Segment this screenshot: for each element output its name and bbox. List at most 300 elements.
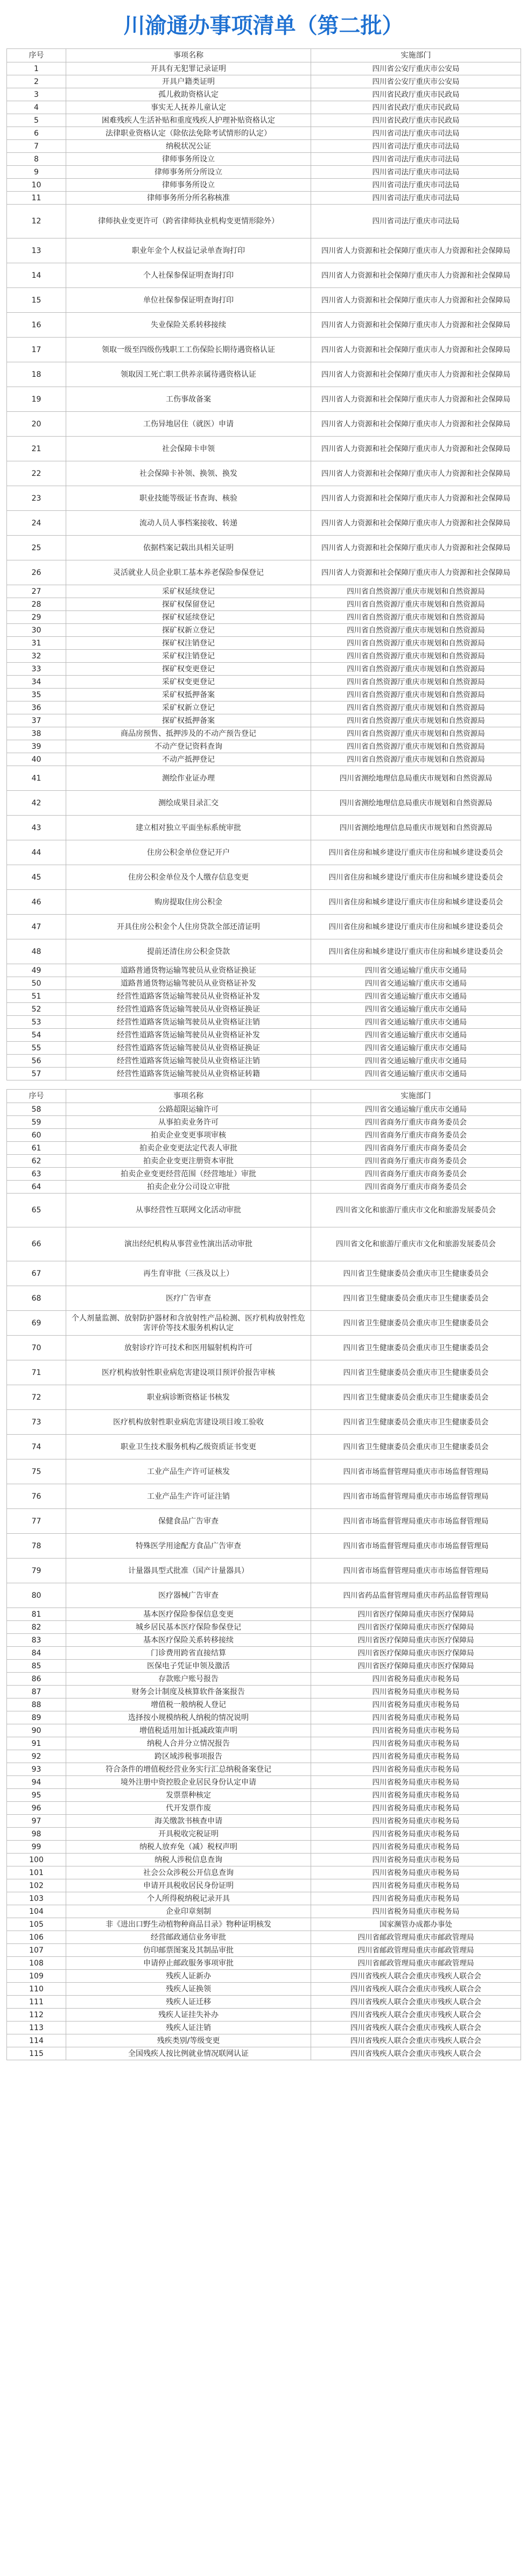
row-number: 95 bbox=[7, 1789, 66, 1802]
item-name: 采矿权抵押备案 bbox=[66, 689, 311, 701]
table-row bbox=[7, 1750, 521, 1763]
item-name: 海关缴款书核查申请 bbox=[66, 1815, 311, 1828]
row-number: 64 bbox=[7, 1181, 66, 1194]
table-row bbox=[7, 890, 521, 915]
table-row bbox=[7, 766, 521, 791]
row-number: 8 bbox=[7, 153, 66, 166]
row-number: 31 bbox=[7, 637, 66, 650]
row-number: 17 bbox=[7, 338, 66, 362]
row-number: 27 bbox=[7, 585, 66, 598]
row-number: 100 bbox=[7, 1854, 66, 1866]
row-number: 50 bbox=[7, 977, 66, 990]
department: 四川省税务局重庆市税务局 bbox=[311, 1815, 521, 1828]
table-row bbox=[7, 915, 521, 939]
row-number: 91 bbox=[7, 1737, 66, 1750]
table-row bbox=[7, 1385, 521, 1410]
item-name: 公路超限运输许可 bbox=[66, 1103, 311, 1116]
item-name: 采矿权延续登记 bbox=[66, 585, 311, 598]
table-row bbox=[7, 676, 521, 689]
table-row bbox=[7, 1261, 521, 1286]
department: 四川省残疾人联合会重庆市残疾人联合会 bbox=[311, 1996, 521, 2009]
item-name: 非《进出口野生动植物种商品目录》物种证明核发 bbox=[66, 1918, 311, 1931]
item-name: 建立相对独立平面坐标系统审批 bbox=[66, 816, 311, 840]
row-number: 10 bbox=[7, 179, 66, 192]
item-name: 经营性道路客货运输驾驶员从业资格证补发 bbox=[66, 990, 311, 1003]
row-number: 81 bbox=[7, 1608, 66, 1621]
table-row bbox=[7, 1608, 521, 1621]
department: 四川省残疾人联合会重庆市残疾人联合会 bbox=[311, 2009, 521, 2022]
item-name: 增值税适用加计抵减政策声明 bbox=[66, 1724, 311, 1737]
row-number: 99 bbox=[7, 1841, 66, 1854]
item-name: 门诊费用跨省直接结算 bbox=[66, 1647, 311, 1660]
item-name: 拍卖企业变更注册资本审批 bbox=[66, 1155, 311, 1168]
table-row bbox=[7, 536, 521, 560]
item-name: 开具住房公积金个人住房贷款全部还清证明 bbox=[66, 915, 311, 939]
department: 四川省卫生健康委员会重庆市卫生健康委员会 bbox=[311, 1261, 521, 1286]
row-number: 83 bbox=[7, 1634, 66, 1647]
row-number: 1 bbox=[7, 62, 66, 75]
department: 四川省残疾人联合会重庆市残疾人联合会 bbox=[311, 2034, 521, 2047]
item-name: 纳税人涉税信息查询 bbox=[66, 1854, 311, 1866]
item-name: 纳税状况公证 bbox=[66, 140, 311, 153]
table-row bbox=[7, 1737, 521, 1750]
row-number: 79 bbox=[7, 1559, 66, 1583]
department: 四川省商务厅重庆市商务委员会 bbox=[311, 1116, 521, 1129]
row-number: 5 bbox=[7, 114, 66, 127]
table-row bbox=[7, 1802, 521, 1815]
table-row bbox=[7, 1435, 521, 1459]
table-row bbox=[7, 1970, 521, 1983]
item-name: 发票票种核定 bbox=[66, 1789, 311, 1802]
department: 四川省税务局重庆市税务局 bbox=[311, 1686, 521, 1698]
item-name: 经营性道路客货运输驾驶员从业资格证补发 bbox=[66, 1029, 311, 1042]
item-name: 残疾人证迁移 bbox=[66, 1996, 311, 2009]
row-number: 45 bbox=[7, 865, 66, 890]
row-number: 109 bbox=[7, 1970, 66, 1983]
department: 四川省交通运输厅重庆市交通局 bbox=[311, 1042, 521, 1055]
row-number: 19 bbox=[7, 387, 66, 412]
department: 四川省自然资源厅重庆市规划和自然资源局 bbox=[311, 650, 521, 663]
item-name: 探矿权保留登记 bbox=[66, 598, 311, 611]
row-number: 34 bbox=[7, 676, 66, 689]
table-row bbox=[7, 1983, 521, 1996]
row-number: 14 bbox=[7, 263, 66, 288]
table-row bbox=[7, 939, 521, 964]
item-name: 不动产抵押登记 bbox=[66, 753, 311, 766]
department: 四川省交通运输厅重庆市交通局 bbox=[311, 1003, 521, 1016]
item-name: 残疾类别/等级变更 bbox=[66, 2034, 311, 2047]
item-name: 残疾人证新办 bbox=[66, 1970, 311, 1983]
department: 四川省人力资源和社会保障厅重庆市人力资源和社会保障局 bbox=[311, 387, 521, 412]
table-row bbox=[7, 461, 521, 486]
department: 四川省卫生健康委员会重庆市卫生健康委员会 bbox=[311, 1410, 521, 1435]
department: 四川省住房和城乡建设厅重庆市住房和城乡建设委员会 bbox=[311, 939, 521, 964]
table-row bbox=[7, 1866, 521, 1879]
item-name: 住房公积金单位登记开户 bbox=[66, 840, 311, 865]
item-name: 开具户籍类证明 bbox=[66, 75, 311, 88]
item-name: 依据档案记载出具相关证明 bbox=[66, 536, 311, 560]
row-number: 33 bbox=[7, 663, 66, 676]
table-row bbox=[7, 1905, 521, 1918]
item-name: 律师执业变更许可（跨省律师执业机构变更情形除外） bbox=[66, 205, 311, 238]
department: 四川省自然资源厅重庆市规划和自然资源局 bbox=[311, 637, 521, 650]
item-name: 失业保险关系转移接续 bbox=[66, 313, 311, 338]
table-row bbox=[7, 362, 521, 387]
item-name: 法律职业资格认定（除依法免除考试情形的认定） bbox=[66, 127, 311, 140]
item-name: 医疗机构放射性职业病危害建设项目预评价报告审核 bbox=[66, 1360, 311, 1385]
row-number: 98 bbox=[7, 1828, 66, 1841]
table-header-row bbox=[7, 49, 521, 62]
table-row bbox=[7, 1763, 521, 1776]
row-number: 66 bbox=[7, 1227, 66, 1261]
department: 四川省自然资源厅重庆市规划和自然资源局 bbox=[311, 714, 521, 727]
department: 四川省交通运输厅重庆市交通局 bbox=[311, 1055, 521, 1068]
table-row bbox=[7, 338, 521, 362]
table-row bbox=[7, 1155, 521, 1168]
row-number: 115 bbox=[7, 2047, 66, 2060]
department: 四川省交通运输厅重庆市交通局 bbox=[311, 1103, 521, 1116]
row-number: 111 bbox=[7, 1996, 66, 2009]
row-number: 35 bbox=[7, 689, 66, 701]
department: 四川省税务局重庆市税务局 bbox=[311, 1879, 521, 1892]
department: 四川省自然资源厅重庆市规划和自然资源局 bbox=[311, 663, 521, 676]
item-name: 计量器具型式批准（国产计量器具） bbox=[66, 1559, 311, 1583]
table-row bbox=[7, 1660, 521, 1673]
table-body bbox=[7, 1103, 521, 2060]
table-row bbox=[7, 387, 521, 412]
row-number: 2 bbox=[7, 75, 66, 88]
row-number: 97 bbox=[7, 1815, 66, 1828]
table-row bbox=[7, 179, 521, 192]
department: 四川省自然资源厅重庆市规划和自然资源局 bbox=[311, 689, 521, 701]
row-number: 72 bbox=[7, 1385, 66, 1410]
item-name: 开具税收完税证明 bbox=[66, 1828, 311, 1841]
department: 四川省交通运输厅重庆市交通局 bbox=[311, 977, 521, 990]
item-name: 不动产登记资料查询 bbox=[66, 740, 311, 753]
table-row bbox=[7, 1484, 521, 1509]
item-name: 探矿权延续登记 bbox=[66, 611, 311, 624]
department: 四川省税务局重庆市税务局 bbox=[311, 1724, 521, 1737]
department: 四川省税务局重庆市税务局 bbox=[311, 1763, 521, 1776]
item-name: 跨区域涉税事项报告 bbox=[66, 1750, 311, 1763]
row-number: 29 bbox=[7, 611, 66, 624]
row-number: 39 bbox=[7, 740, 66, 753]
department: 四川省自然资源厅重庆市规划和自然资源局 bbox=[311, 611, 521, 624]
table-row bbox=[7, 140, 521, 153]
table-row bbox=[7, 611, 521, 624]
department: 四川省残疾人联合会重庆市残疾人联合会 bbox=[311, 2047, 521, 2060]
item-name: 灵活就业人员企业职工基本养老保险参保登记 bbox=[66, 560, 311, 585]
row-number: 70 bbox=[7, 1336, 66, 1360]
row-number: 16 bbox=[7, 313, 66, 338]
row-number: 75 bbox=[7, 1459, 66, 1484]
row-number: 37 bbox=[7, 714, 66, 727]
row-number: 104 bbox=[7, 1905, 66, 1918]
row-number: 56 bbox=[7, 1055, 66, 1068]
item-name: 工业产品生产许可证注销 bbox=[66, 1484, 311, 1509]
row-number: 87 bbox=[7, 1686, 66, 1698]
table-row bbox=[7, 1776, 521, 1789]
department: 四川省自然资源厅重庆市规划和自然资源局 bbox=[311, 624, 521, 637]
item-name: 从事拍卖业务许可 bbox=[66, 1116, 311, 1129]
department: 四川省税务局重庆市税务局 bbox=[311, 1789, 521, 1802]
department: 四川省司法厅重庆市司法局 bbox=[311, 153, 521, 166]
item-name: 经营性道路客货运输驾驶员从业资格证转籍 bbox=[66, 1068, 311, 1080]
row-number: 67 bbox=[7, 1261, 66, 1286]
table-row bbox=[7, 791, 521, 816]
row-number: 54 bbox=[7, 1029, 66, 1042]
row-number: 92 bbox=[7, 1750, 66, 1763]
table-row bbox=[7, 288, 521, 313]
item-name: 职业技能等级证书查询、核验 bbox=[66, 486, 311, 511]
row-number: 49 bbox=[7, 964, 66, 977]
department: 四川省测绘地理信息局重庆市规划和自然资源局 bbox=[311, 766, 521, 791]
department: 四川省税务局重庆市税务局 bbox=[311, 1854, 521, 1866]
row-number: 103 bbox=[7, 1892, 66, 1905]
department: 四川省市场监督管理局重庆市市场监督管理局 bbox=[311, 1484, 521, 1509]
row-number: 85 bbox=[7, 1660, 66, 1673]
table-row bbox=[7, 727, 521, 740]
item-name: 境外注册中资控股企业居民身份认定申请 bbox=[66, 1776, 311, 1789]
row-number: 102 bbox=[7, 1879, 66, 1892]
table-row bbox=[7, 127, 521, 140]
row-number: 94 bbox=[7, 1776, 66, 1789]
table-row bbox=[7, 1227, 521, 1261]
department: 四川省医疗保障局重庆市医疗保障局 bbox=[311, 1634, 521, 1647]
department: 四川省邮政管理局重庆市邮政管理局 bbox=[311, 1931, 521, 1944]
items-table-part-2 bbox=[6, 1089, 521, 2060]
table-row bbox=[7, 1621, 521, 1634]
department: 四川省人力资源和社会保障厅重庆市人力资源和社会保障局 bbox=[311, 437, 521, 461]
row-number: 60 bbox=[7, 1129, 66, 1142]
item-name: 探矿权注销登记 bbox=[66, 637, 311, 650]
table-header-row bbox=[7, 1090, 521, 1103]
items-table-part-1 bbox=[6, 48, 521, 1080]
item-name: 律师事务所分所设立 bbox=[66, 166, 311, 179]
header-dept: 实施部门 bbox=[311, 1090, 521, 1103]
header-name: 事项名称 bbox=[66, 49, 311, 62]
department: 四川省人力资源和社会保障厅重庆市人力资源和社会保障局 bbox=[311, 511, 521, 536]
department: 四川省商务厅重庆市商务委员会 bbox=[311, 1168, 521, 1181]
item-name: 工业产品生产许可证核发 bbox=[66, 1459, 311, 1484]
table-row bbox=[7, 1673, 521, 1686]
table-row bbox=[7, 753, 521, 766]
table-row bbox=[7, 740, 521, 753]
department: 四川省税务局重庆市税务局 bbox=[311, 1698, 521, 1711]
row-number: 107 bbox=[7, 1944, 66, 1957]
row-number: 42 bbox=[7, 791, 66, 816]
department: 四川省税务局重庆市税务局 bbox=[311, 1776, 521, 1789]
department: 四川省医疗保障局重庆市医疗保障局 bbox=[311, 1647, 521, 1660]
item-name: 购房提取住房公积金 bbox=[66, 890, 311, 915]
department: 四川省住房和城乡建设厅重庆市住房和城乡建设委员会 bbox=[311, 840, 521, 865]
department: 四川省市场监督管理局重庆市市场监督管理局 bbox=[311, 1509, 521, 1534]
table-row bbox=[7, 977, 521, 990]
item-name: 律师事务所设立 bbox=[66, 179, 311, 192]
table-row bbox=[7, 1931, 521, 1944]
department: 四川省交通运输厅重庆市交通局 bbox=[311, 964, 521, 977]
table-row bbox=[7, 1944, 521, 1957]
item-name: 选择按小规模纳税人纳税的情况说明 bbox=[66, 1711, 311, 1724]
table-row bbox=[7, 1003, 521, 1016]
table-row bbox=[7, 1103, 521, 1116]
item-name: 从事经营性互联网文化活动审批 bbox=[66, 1194, 311, 1227]
table-row bbox=[7, 313, 521, 338]
row-number: 20 bbox=[7, 412, 66, 437]
item-name: 流动人员人事档案接收、转递 bbox=[66, 511, 311, 536]
item-name: 孤儿救助资格认定 bbox=[66, 88, 311, 101]
department: 四川省公安厅重庆市公安局 bbox=[311, 62, 521, 75]
department: 四川省民政厅重庆市民政局 bbox=[311, 88, 521, 101]
department: 四川省司法厅重庆市司法局 bbox=[311, 179, 521, 192]
department: 四川省司法厅重庆市司法局 bbox=[311, 140, 521, 153]
item-name: 特殊医学用途配方食品广告审查 bbox=[66, 1534, 311, 1559]
item-name: 残疾人证挂失补办 bbox=[66, 2009, 311, 2022]
table-row bbox=[7, 1068, 521, 1080]
item-name: 申请开具税收居民身份证明 bbox=[66, 1879, 311, 1892]
row-number: 78 bbox=[7, 1534, 66, 1559]
department: 四川省住房和城乡建设厅重庆市住房和城乡建设委员会 bbox=[311, 890, 521, 915]
row-number: 84 bbox=[7, 1647, 66, 1660]
item-name: 个人所得税纳税记录开具 bbox=[66, 1892, 311, 1905]
table-row bbox=[7, 1029, 521, 1042]
department: 四川省自然资源厅重庆市规划和自然资源局 bbox=[311, 740, 521, 753]
item-name: 测绘成果目录汇交 bbox=[66, 791, 311, 816]
row-number: 65 bbox=[7, 1194, 66, 1227]
table-row bbox=[7, 1698, 521, 1711]
row-number: 89 bbox=[7, 1711, 66, 1724]
row-number: 53 bbox=[7, 1016, 66, 1029]
department: 四川省卫生健康委员会重庆市卫生健康委员会 bbox=[311, 1311, 521, 1336]
department: 四川省税务局重庆市税务局 bbox=[311, 1711, 521, 1724]
item-name: 存款账户账号报告 bbox=[66, 1673, 311, 1686]
item-name: 再生育审批（三孩及以上） bbox=[66, 1261, 311, 1286]
item-name: 商品房预售、抵押涉及的不动产预告登记 bbox=[66, 727, 311, 740]
department: 四川省人力资源和社会保障厅重庆市人力资源和社会保障局 bbox=[311, 338, 521, 362]
department: 四川省自然资源厅重庆市规划和自然资源局 bbox=[311, 598, 521, 611]
row-number: 68 bbox=[7, 1286, 66, 1311]
item-name: 探矿权抵押备案 bbox=[66, 714, 311, 727]
table-row bbox=[7, 192, 521, 205]
item-name: 纳税人放弃免（减）税权声明 bbox=[66, 1841, 311, 1854]
row-number: 48 bbox=[7, 939, 66, 964]
row-number: 22 bbox=[7, 461, 66, 486]
table-row bbox=[7, 205, 521, 238]
department: 四川省医疗保障局重庆市医疗保障局 bbox=[311, 1621, 521, 1634]
item-name: 基本医疗保险关系转移接续 bbox=[66, 1634, 311, 1647]
row-number: 24 bbox=[7, 511, 66, 536]
row-number: 9 bbox=[7, 166, 66, 179]
department: 四川省医疗保障局重庆市医疗保障局 bbox=[311, 1608, 521, 1621]
item-name: 提前还清住房公积金贷款 bbox=[66, 939, 311, 964]
table-row bbox=[7, 598, 521, 611]
department: 四川省测绘地理信息局重庆市规划和自然资源局 bbox=[311, 816, 521, 840]
department: 四川省税务局重庆市税务局 bbox=[311, 1828, 521, 1841]
document-title: 川渝通办事项清单（第二批） bbox=[123, 13, 404, 38]
table-row bbox=[7, 816, 521, 840]
row-number: 57 bbox=[7, 1068, 66, 1080]
department: 四川省自然资源厅重庆市规划和自然资源局 bbox=[311, 676, 521, 689]
department: 四川省人力资源和社会保障厅重庆市人力资源和社会保障局 bbox=[311, 288, 521, 313]
table-row bbox=[7, 486, 521, 511]
item-name: 放射诊疗许可技术和医用辐射机构许可 bbox=[66, 1336, 311, 1360]
item-name: 职业年金个人权益记录单查询打印 bbox=[66, 238, 311, 263]
row-number: 105 bbox=[7, 1918, 66, 1931]
row-number: 63 bbox=[7, 1168, 66, 1181]
table-gap bbox=[0, 1080, 527, 1089]
table-row bbox=[7, 701, 521, 714]
row-number: 82 bbox=[7, 1621, 66, 1634]
item-name: 采矿权注销登记 bbox=[66, 650, 311, 663]
row-number: 106 bbox=[7, 1931, 66, 1944]
department: 四川省人力资源和社会保障厅重庆市人力资源和社会保障局 bbox=[311, 560, 521, 585]
department: 四川省残疾人联合会重庆市残疾人联合会 bbox=[311, 1983, 521, 1996]
item-name: 社会保障卡补领、换领、换发 bbox=[66, 461, 311, 486]
row-number: 18 bbox=[7, 362, 66, 387]
header-no: 序号 bbox=[7, 1090, 66, 1103]
table-row bbox=[7, 1559, 521, 1583]
row-number: 13 bbox=[7, 238, 66, 263]
table-row bbox=[7, 1181, 521, 1194]
department: 四川省住房和城乡建设厅重庆市住房和城乡建设委员会 bbox=[311, 865, 521, 890]
table-row bbox=[7, 1534, 521, 1559]
department: 四川省交通运输厅重庆市交通局 bbox=[311, 1016, 521, 1029]
department: 四川省卫生健康委员会重庆市卫生健康委员会 bbox=[311, 1286, 521, 1311]
item-name: 社会公众涉税公开信息查询 bbox=[66, 1866, 311, 1879]
table-row bbox=[7, 1647, 521, 1660]
item-name: 残疾人证换领 bbox=[66, 1983, 311, 1996]
row-number: 114 bbox=[7, 2034, 66, 2047]
row-number: 59 bbox=[7, 1116, 66, 1129]
item-name: 单位社保参保证明查询打印 bbox=[66, 288, 311, 313]
row-number: 25 bbox=[7, 536, 66, 560]
row-number: 113 bbox=[7, 2022, 66, 2034]
table-row bbox=[7, 166, 521, 179]
table-row bbox=[7, 2047, 521, 2060]
row-number: 23 bbox=[7, 486, 66, 511]
table-row bbox=[7, 1828, 521, 1841]
department: 四川省民政厅重庆市民政局 bbox=[311, 101, 521, 114]
table-body bbox=[7, 62, 521, 1080]
row-number: 71 bbox=[7, 1360, 66, 1385]
table-row bbox=[7, 1918, 521, 1931]
item-name: 困难残疾人生活补贴和重度残疾人护理补贴资格认定 bbox=[66, 114, 311, 127]
department: 四川省税务局重庆市税务局 bbox=[311, 1802, 521, 1815]
table-row bbox=[7, 840, 521, 865]
row-number: 77 bbox=[7, 1509, 66, 1534]
department: 四川省人力资源和社会保障厅重庆市人力资源和社会保障局 bbox=[311, 263, 521, 288]
table-row bbox=[7, 153, 521, 166]
department: 四川省人力资源和社会保障厅重庆市人力资源和社会保障局 bbox=[311, 238, 521, 263]
header-name: 事项名称 bbox=[66, 1090, 311, 1103]
item-name: 医疗广告审查 bbox=[66, 1286, 311, 1311]
department: 四川省文化和旅游厅重庆市文化和旅游发展委员会 bbox=[311, 1227, 521, 1261]
table-row bbox=[7, 990, 521, 1003]
department: 四川省商务厅重庆市商务委员会 bbox=[311, 1181, 521, 1194]
table-row bbox=[7, 663, 521, 676]
department: 四川省自然资源厅重庆市规划和自然资源局 bbox=[311, 727, 521, 740]
item-name: 增值税一般纳税人登记 bbox=[66, 1698, 311, 1711]
table-row bbox=[7, 585, 521, 598]
department: 四川省卫生健康委员会重庆市卫生健康委员会 bbox=[311, 1435, 521, 1459]
department: 四川省商务厅重庆市商务委员会 bbox=[311, 1142, 521, 1155]
department: 四川省公安厅重庆市公安局 bbox=[311, 75, 521, 88]
row-number: 74 bbox=[7, 1435, 66, 1459]
table-row bbox=[7, 1360, 521, 1385]
department: 四川省税务局重庆市税务局 bbox=[311, 1866, 521, 1879]
department: 四川省文化和旅游厅重庆市文化和旅游发展委员会 bbox=[311, 1194, 521, 1227]
row-number: 76 bbox=[7, 1484, 66, 1509]
